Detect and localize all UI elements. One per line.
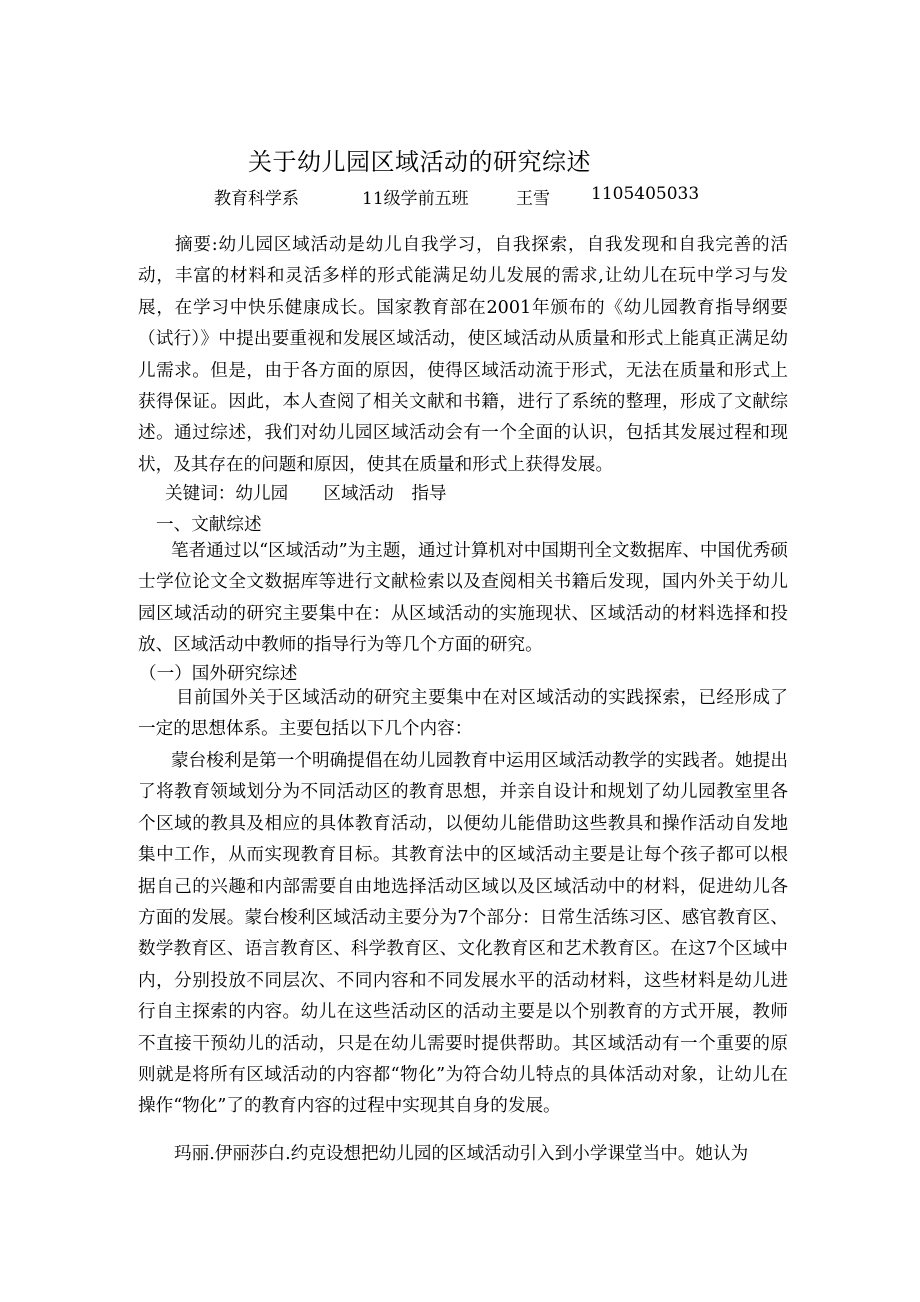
montessori-paragraph: 蒙台梭利是第一个明确提倡在幼儿园教育中运用区域活动教学的实践者。她提出了将教育领域划分为不同活动区的教育思想，并亲自设计和规划了幼儿园教室里各个区域的教具及相应的具体教育活动，以便幼儿能借助这些教具和操作活动自发地集中工作，从而实现教育目标。其教育法中的区域活动主要是让每个孩子都可以根据自己的兴趣和内部需要自由地选择活动区域以及区域活动中的材料，促进幼儿各方面的发展。蒙台梭利区域活动主要分为7个部分：日常生活练习区、感官教育区、数学教育区、语言教育区、科学教育区、文化教育区和艺术教育区。在这7个区域中内，分别投放不同层次、不同内容和不同发展水平的活动材料，这些材料是幼儿进行自主探索的内容。幼儿在这些活动区的活动主要是以个别教育的方式开展，教师不直接干预幼儿的活动，只是在幼儿需要时提供帮助。其区域活动有一个重要的原则就是将所有区域活动的内容都“物化”为符合幼儿特点的具体活动对象，让幼儿在操作“物化”了的教育内容的过程中实现其自身的发展。 — [138, 751, 788, 1117]
author-name: 王雪 — [516, 189, 550, 209]
paper-title: 关于幼儿园区域活动的研究综述 — [248, 148, 591, 176]
paragraph-line: 玛丽.伊丽莎白.约克设想把幼儿园的区域活动引入到小学课堂当中。她认为 — [174, 1144, 749, 1164]
author-class: 11级学前五班 — [362, 189, 469, 209]
subsection-heading: （一）国外研究综述 — [139, 664, 298, 684]
subsection-intro-paragraph: 目前国外关于区域活动的研究主要集中在对区域活动的实践探索，已经形成了一定的思想体系。主要包括以下几个内容： — [138, 688, 788, 740]
author-department: 教育科学系 — [214, 189, 299, 209]
student-id: 1105405033 — [591, 184, 700, 204]
section-paragraph: 笔者通过以“区域活动”为主题，通过计算机对中国期刊全文数据库、中国优秀硕士学位论文全文数据库等进行文献检索以及查阅相关书籍后发现，国内外关于幼儿园区域活动的研究主要集中在：从区域活动的实施现状、区域活动的材料选择和投放、区域活动中教师的指导行为等几个方面的研究。 — [138, 541, 788, 656]
abstract-paragraph: 摘要:幼儿园区域活动是幼儿自我学习，自我探索，自我发现和自我完善的活动，丰富的材料和灵活多样的形式能满足幼儿发展的需求,让幼儿在玩中学习与发展，在学习中快乐健康成长。国家教育部在2001年颁布的《幼儿园教育指导纲要（试行）》中提出要重视和发展区域活动，使区域活动从质量和形式上能真正满足幼儿需求。但是，由于各方面的原因，使得区域活动流于形式，无法在质量和形式上获得保证。因此，本人查阅了相关文献和书籍，进行了系统的整理，形成了文献综述。通过综述，我们对幼儿园区域活动会有一个全面的认识，包括其发展过程和现状，及其存在的问题和原因，使其在质量和形式上获得发展。 — [138, 235, 788, 475]
keywords-line: 关键词：幼儿园 区域活动 指导 — [165, 484, 447, 504]
section-heading: 一、文献综述 — [156, 515, 262, 535]
